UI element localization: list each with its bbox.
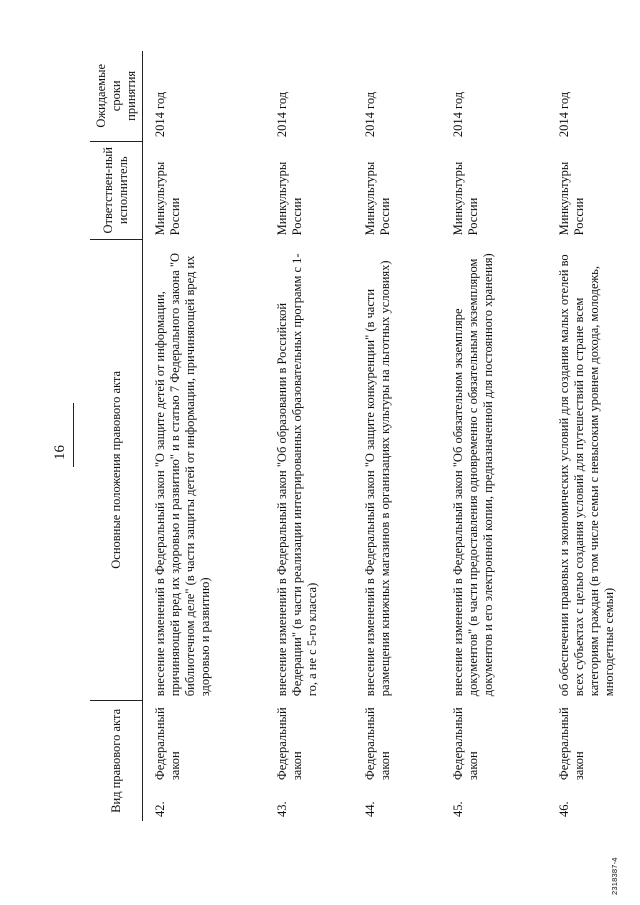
act-responsible: Минкультуры России bbox=[557, 161, 586, 236]
act-deadline: 2014 год bbox=[153, 91, 167, 138]
row-number: 43. bbox=[275, 801, 289, 817]
act-responsible: Минкультуры России bbox=[275, 161, 304, 236]
act-content: внесение изменений в Федеральный закон "Об образовании в Российской Федерации" (в части реализации интегрированных образовательных программ с 1-го, а не с 5-го класса) bbox=[275, 253, 319, 697]
legal-acts-table bbox=[90, 51, 640, 821]
act-deadline: 2014 год bbox=[363, 91, 377, 138]
act-deadline: 2014 год bbox=[275, 91, 289, 138]
document-code: 2318387-4 bbox=[610, 857, 619, 895]
row-number: 46. bbox=[557, 801, 571, 817]
page-number: 16 bbox=[52, 445, 68, 460]
act-content: внесение изменений в Федеральный закон "О защите конкуренции" (в части размещения книжных магазинов в организациях культуры на льготных условиях) bbox=[363, 260, 392, 697]
header-deadline: Ожидаемые сроки принятия bbox=[90, 51, 143, 141]
act-kind: Федеральный закон bbox=[451, 707, 480, 781]
act-responsible: Минкультуры России bbox=[363, 161, 392, 236]
act-responsible: Минкультуры России bbox=[451, 161, 480, 236]
act-deadline: 2014 год bbox=[451, 91, 465, 138]
table-row bbox=[547, 51, 640, 821]
act-kind: Федеральный закон bbox=[153, 707, 182, 781]
act-kind: Федеральный закон bbox=[275, 707, 304, 781]
act-kind: Федеральный закон bbox=[363, 707, 392, 781]
table-row bbox=[353, 51, 441, 821]
table-header-row bbox=[90, 51, 143, 821]
row-number: 44. bbox=[363, 801, 377, 817]
act-kind: Федеральный закон bbox=[557, 707, 586, 781]
row-number: 42. bbox=[153, 801, 167, 817]
act-content: внесение изменений в Федеральный закон "О защите детей от информации, причиняющей вред их здоровью и развитию" и в статью 7 Федерального закона "О библиотечном деле" (в части защиты детей от информации, причиняющей вред их здоровью и развитию) bbox=[153, 252, 212, 697]
act-responsible: Минкультуры России bbox=[153, 161, 182, 236]
table-row bbox=[143, 51, 266, 821]
act-content: внесение изменений в Федеральный закон "Об обязательном экземпляре документов" (в части предоставления одновременно с обязательным экземпляром документов и его электронной копии, предназначенной для постоянного хранения) bbox=[451, 253, 495, 697]
header-responsible: Ответствен-ный исполнитель bbox=[90, 141, 143, 239]
table-row bbox=[441, 51, 547, 821]
header-kind: Вид правового акта bbox=[90, 700, 143, 821]
table-row bbox=[265, 51, 353, 821]
row-number: 45. bbox=[451, 801, 465, 817]
act-deadline: 2014 год bbox=[557, 91, 571, 138]
act-content: об обеспечении правовых и экономических условий для создания малых отелей во всех субъектах с целью создания условий для путешествий по стране всем категориям граждан (в том числе семьи с невысоким уровнем дохода, молодежь, многодетные семьи) bbox=[557, 254, 616, 697]
header-content: Основные положения правового акта bbox=[90, 239, 143, 700]
